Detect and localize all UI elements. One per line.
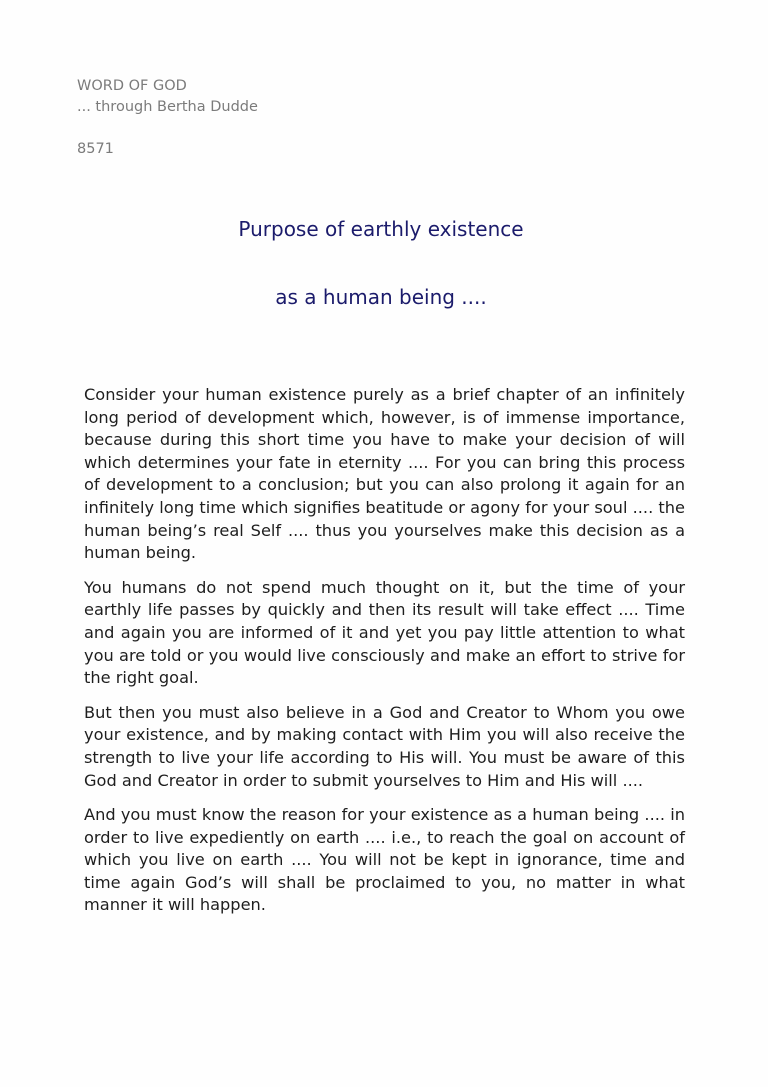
page-title: Purpose of earthly existence	[238, 217, 524, 241]
attribution-label: ... through Bertha Dudde	[77, 99, 258, 115]
paragraph-2: You humans do not spend much thought on it, but the time of your earthly life passes by quickly and then its result will take effect .... Time and again you are informed of it and yet you pay little attention to what you are told or you would live consciously and make an effort to strive for the right goal.	[84, 577, 685, 688]
message-number: 8571	[77, 141, 114, 157]
paragraph-4: And you must know the reason for your existence as a human being .... in order to live expediently on earth .... i.e., to reach the goal on account of which you live on earth .... You will not be kept in ignorance, time and time again God’s will shall be proclaimed to you, no matter in what manner it will happen.	[84, 805, 685, 915]
document-header	[77, 76, 258, 160]
document-body	[84, 384, 685, 929]
paragraph-3: But then you must also believe in a God and Creator to Whom you owe your existence, and by making contact with Him you will also receive the strength to live your life according to His will. You must be aware of this God and Creator in order to submit yourselves to Him and His will ....	[84, 702, 685, 790]
paragraph-1: Consider your human existence purely as a brief chapter of an infinitely long period of development which, however, is of immense importance, because during this short time you have to make your decision of will which determines your fate in eternity .... For you can bring this process of development to a conclusion; but you can also prolong it again for an infinitely long time which signifies beatitude or agony for your soul .... the human being’s real Self .... thus you yourselves make this decision as a human being.	[84, 385, 685, 563]
series-label: WORD OF GOD	[77, 78, 187, 94]
page-subtitle: as a human being ....	[275, 285, 487, 309]
